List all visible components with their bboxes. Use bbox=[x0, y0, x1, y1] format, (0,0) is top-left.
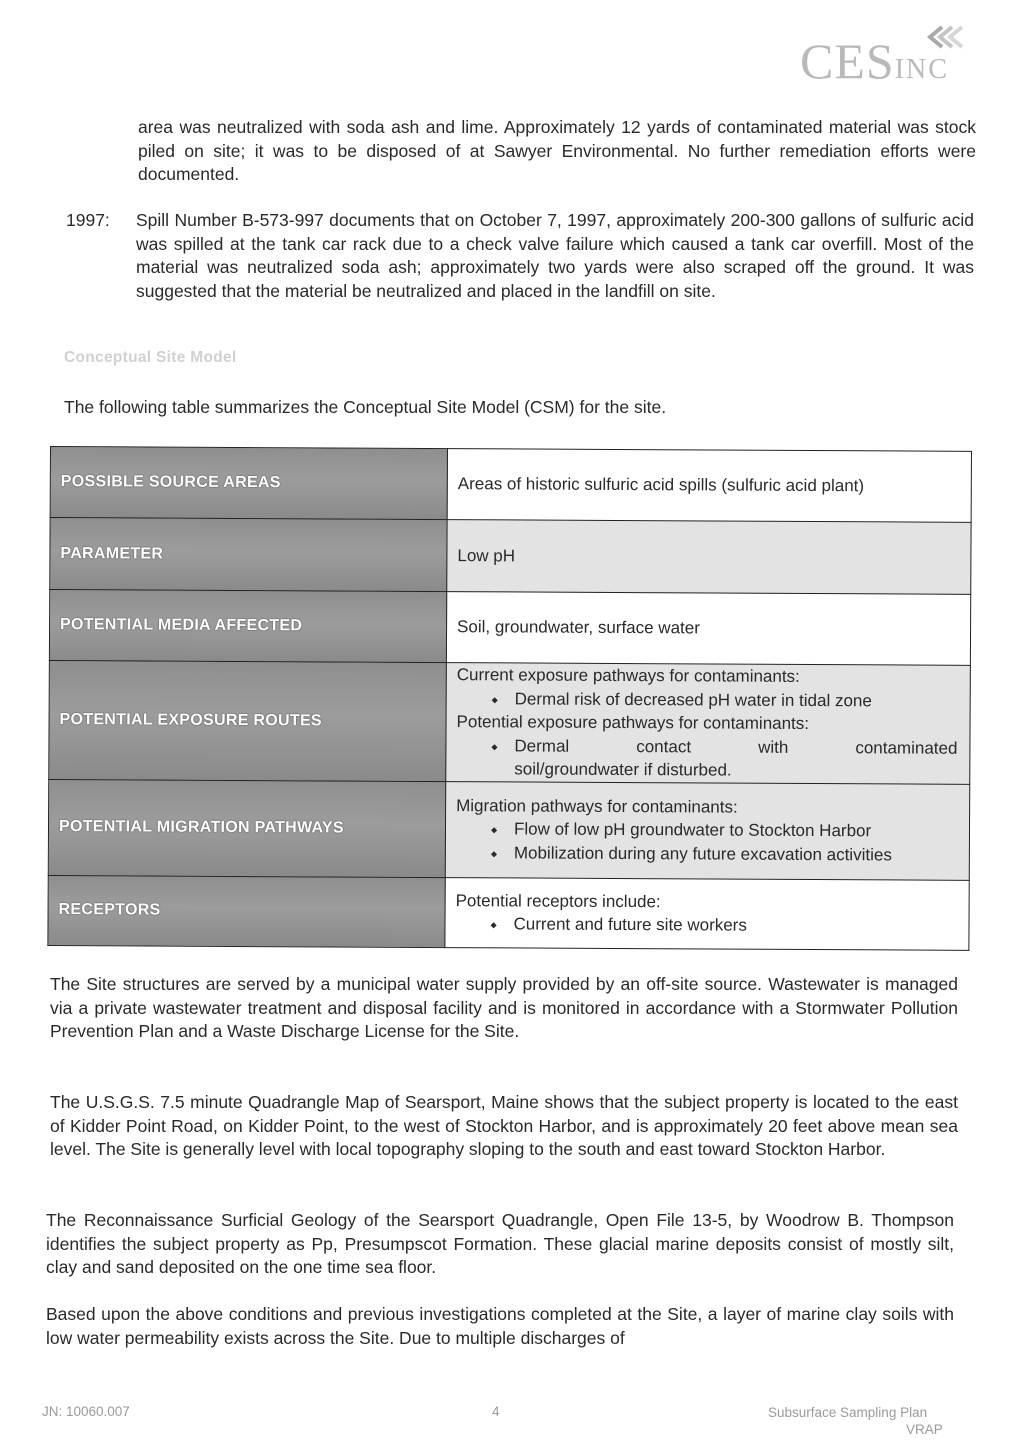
receptors-bullet: ◆ Current and future site workers bbox=[455, 912, 956, 938]
history-year: 1997: bbox=[66, 210, 110, 230]
footer-page-number: 4 bbox=[492, 1404, 500, 1419]
migration-heading: Migration pathways for contaminants: bbox=[456, 795, 738, 817]
row-label-source-areas: POSSIBLE SOURCE AREAS bbox=[50, 447, 447, 520]
row-value-receptors bbox=[445, 877, 969, 950]
migration-bullet-mobilization: ◆ Mobilization during any future excavation activities bbox=[456, 841, 957, 867]
exposure-potential-heading: Potential exposure pathways for contaminants: bbox=[456, 712, 810, 733]
exposure-current-bullet: ◆ Dermal risk of decreased pH water in tidal zone bbox=[457, 687, 958, 713]
table-row bbox=[49, 590, 970, 666]
company-logo bbox=[800, 22, 980, 89]
paragraph-conditions: Based upon the above conditions and previous investigations completed at the Site, a layer of marine clay soils with low water permeability exists across the Site. Due to multiple discharges of bbox=[46, 1304, 954, 1348]
logo-suffix: INC bbox=[894, 54, 949, 85]
exposure-potential-bullet-line1: ◆ Dermal contact with contaminated bbox=[514, 735, 958, 758]
migration-bullet-flow: ◆ Flow of low pH groundwater to Stockton Harbor bbox=[456, 817, 957, 843]
footer-doc-subtitle: VRAP bbox=[906, 1422, 943, 1437]
history-entry-1997: Spill Number B-573-997 documents that on October 7, 1997, approximately 200-300 gallons of sulfuric acid was spilled at the tank car rack due to a check valve failure which caused a tank car overfill. Most of the material was neutralized soda ash; approximately two yards were also scraped off the ground. It was suggested that the material be neutralized and placed in the landfill on site. bbox=[136, 210, 974, 301]
ces-chevrons-icon bbox=[920, 24, 970, 50]
row-value-exposure-routes bbox=[446, 663, 971, 784]
row-label-exposure-routes: POTENTIAL EXPOSURE ROUTES bbox=[49, 660, 447, 781]
row-value-source-areas: Areas of historic sulfuric acid spills (sulfuric acid plant) bbox=[447, 449, 971, 523]
history-continuation: area was neutralized with soda ash and lime. Approximately 12 yards of contaminated material was stock piled on site; it was to be disposed of at Sawyer Environmental. No further remediation efforts were documented. bbox=[138, 117, 976, 184]
section-intro: The following table summarizes the Conceptual Site Model (CSM) for the site. bbox=[64, 397, 667, 417]
row-value-media-affected: Soil, groundwater, surface water bbox=[446, 592, 970, 666]
row-label-parameter: PARAMETER bbox=[50, 518, 447, 592]
csm-table bbox=[47, 446, 972, 950]
footer-doc-title: Subsurface Sampling Plan bbox=[768, 1405, 928, 1420]
paragraph-water-supply: The Site structures are served by a municipal water supply provided by an off-site source. Wastewater is managed via a private wastewater treatment and disposal facility and is monitored in accordance with a Stormwater Pollution Prevention Plan and a Waste Discharge License for the Site. bbox=[50, 974, 958, 1041]
logo-text: CES bbox=[800, 33, 895, 89]
table-row bbox=[48, 779, 969, 880]
table-row bbox=[49, 660, 971, 783]
table-row bbox=[50, 447, 971, 523]
exposure-potential-bullet-line2: soil/groundwater if disturbed. bbox=[514, 759, 732, 780]
footer-job-number: JN: 10060.007 bbox=[42, 1404, 130, 1419]
row-label-migration-pathways: POTENTIAL MIGRATION PATHWAYS bbox=[48, 779, 445, 877]
receptors-heading: Potential receptors include: bbox=[455, 890, 661, 911]
section-heading: Conceptual Site Model bbox=[64, 349, 237, 366]
paragraph-quadrangle-map: The U.S.G.S. 7.5 minute Quadrangle Map of Searsport, Maine shows that the subject property is located to the east of Kidder Point Road, on Kidder Point, to the west of Stockton Harbor, and is approximately 20 feet above mean sea level. The Site is generally level with local topography sloping to the south and east toward Stockton Harbor. bbox=[50, 1092, 958, 1159]
row-label-receptors: RECEPTORS bbox=[48, 875, 445, 947]
row-value-migration-pathways bbox=[445, 781, 969, 880]
row-label-media-affected: POTENTIAL MEDIA AFFECTED bbox=[49, 590, 446, 663]
exposure-potential-bullet bbox=[456, 734, 957, 784]
paragraph-surficial-geology: The Reconnaissance Surficial Geology of the Searsport Quadrangle, Open File 13-5, by Woodrow B. Thompson identifies the subject property as Pp, Presumpscot Formation. These glacial marine deposits consist of mostly silt, clay and sand deposited on the one time sea floor. bbox=[46, 1210, 954, 1277]
table-row bbox=[48, 875, 969, 950]
table-row bbox=[50, 518, 971, 595]
exposure-current-heading: Current exposure pathways for contaminants: bbox=[456, 665, 800, 686]
row-value-parameter: Low pH bbox=[447, 520, 971, 595]
